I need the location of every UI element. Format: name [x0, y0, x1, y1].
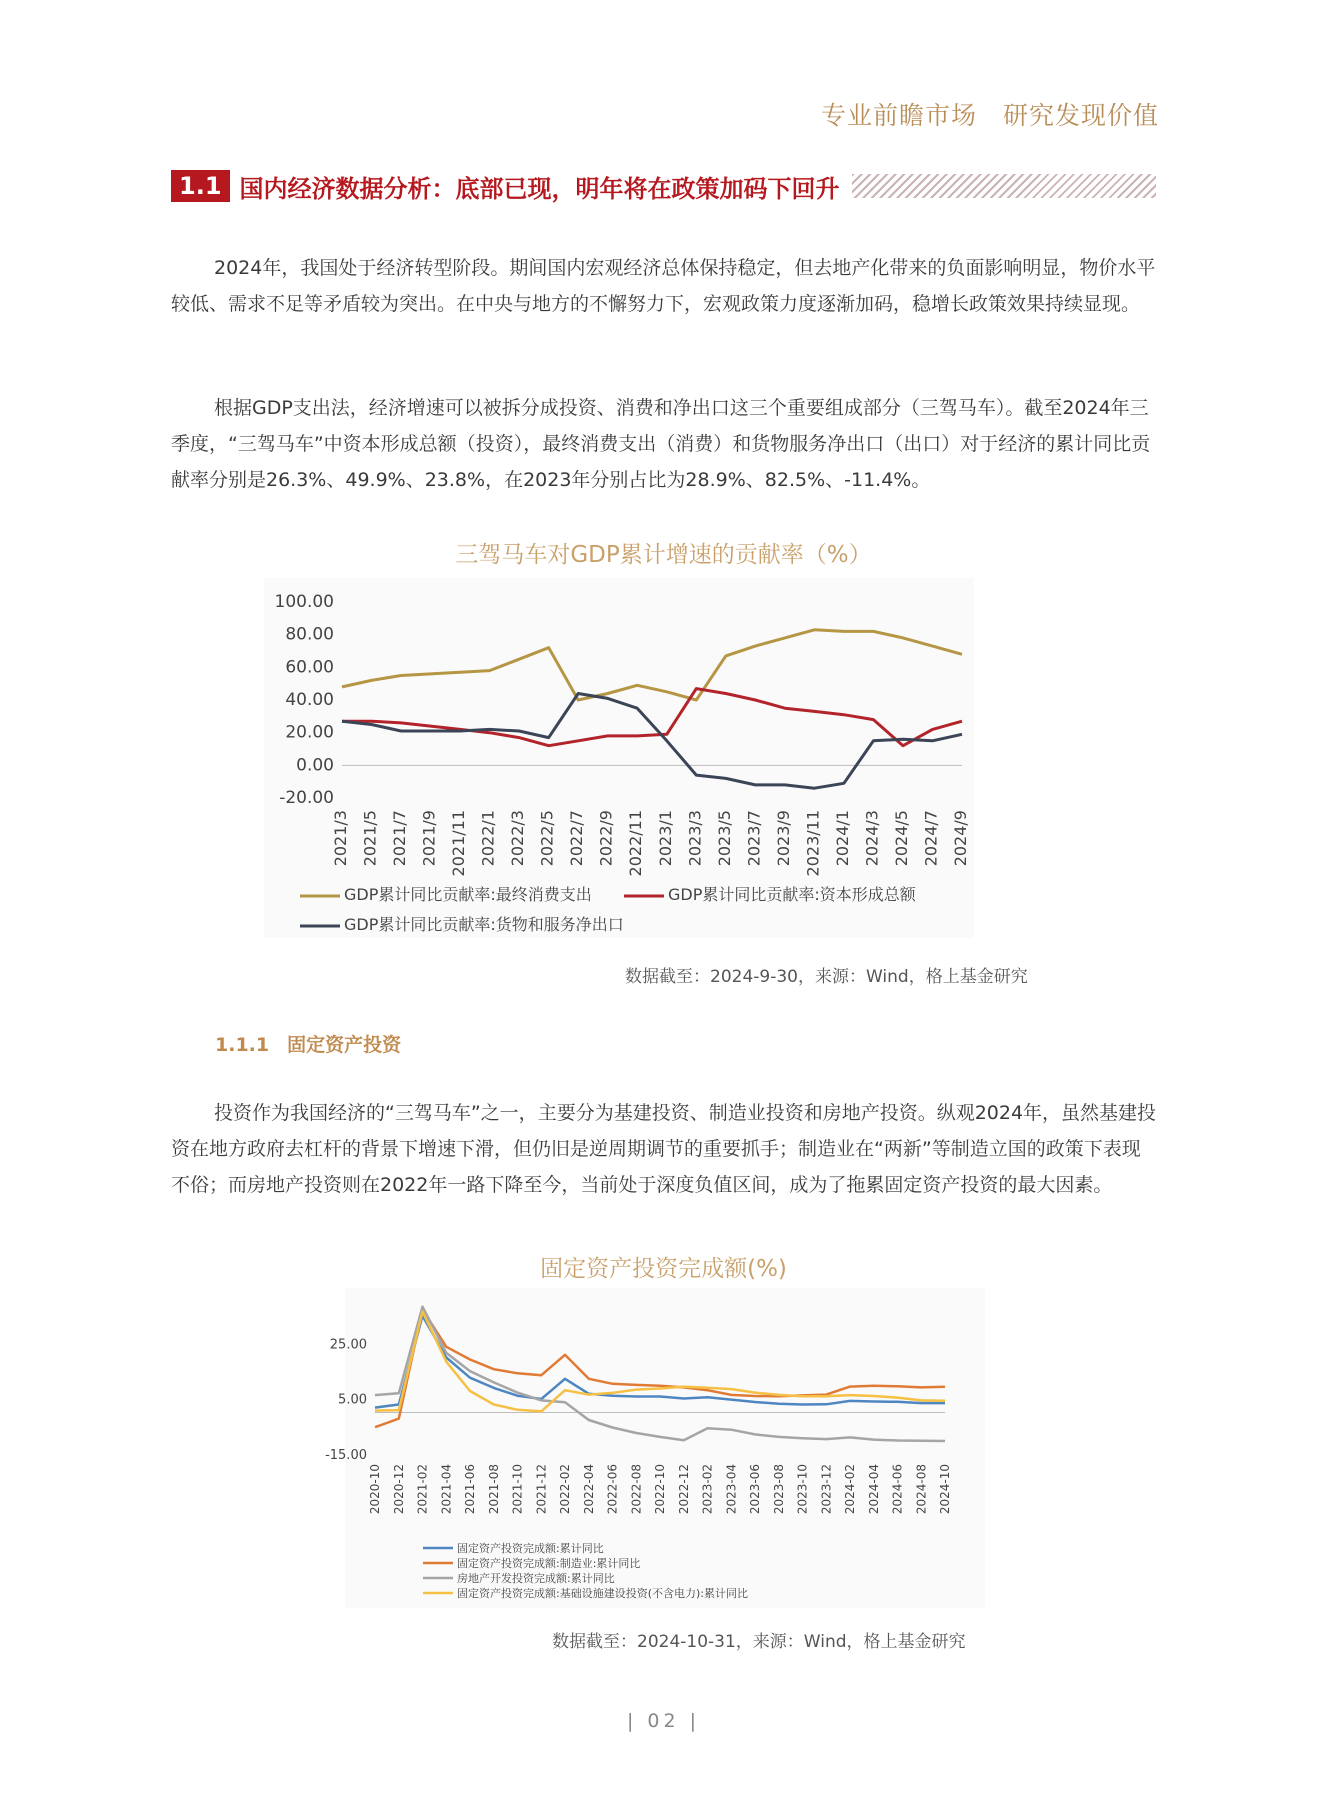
legend-label: GDP累计同比贡献率:最终消费支出 [344, 885, 592, 904]
series-line-3 [375, 1307, 945, 1441]
x-tick-label: 2021/5 [360, 810, 380, 867]
x-tick-label: 2024/7 [921, 810, 941, 867]
y-tick-label: -15.00 [325, 1448, 367, 1463]
section-hatch-decoration [852, 174, 1156, 198]
x-tick-label: 2023/7 [744, 810, 764, 867]
x-tick-label: 2021-08 [486, 1464, 501, 1515]
legend-label: 固定资产投资完成额:累计同比 [457, 1542, 604, 1555]
x-tick-label: 2024-06 [890, 1464, 905, 1515]
x-tick-label: 2022/9 [596, 810, 616, 867]
x-tick-label: 2024/5 [891, 810, 911, 867]
series-line-2 [342, 689, 962, 746]
x-tick-label: 2021-02 [415, 1464, 430, 1515]
paragraph-3: 投资作为我国经济的“三驾马车”之一，主要分为基建投资、制造业投资和房地产投资。纵观2024年，虽然基建投资在地方政府去杠杆的背景下增速下滑，但仍旧是逆周期调节的重要抓手；制造业在“两新”等制造立国的政策下表现不俗；而房地产投资则在2022年一路下降至今，当前处于深度负值区间，成为了拖累固定资产投资的最大因素。 [171, 1102, 1157, 1196]
section-title: 国内经济数据分析：底部已现，明年将在政策加码下回升 [239, 174, 840, 203]
y-tick-label: 20.00 [285, 722, 334, 743]
x-tick-label: 2021/11 [449, 810, 469, 877]
section-number: 1.1 [171, 170, 230, 202]
chart2-title: 固定资产投资完成额(%) [540, 1256, 787, 1282]
x-tick-label: 2024/9 [951, 810, 970, 867]
x-tick-label: 2023-08 [771, 1464, 786, 1515]
legend-label: 房地产开发投资完成额:累计同比 [457, 1572, 615, 1585]
y-tick-label: 40.00 [285, 690, 334, 710]
x-tick-label: 2023-02 [700, 1464, 715, 1515]
x-tick-label: 2024-04 [866, 1464, 881, 1515]
x-tick-label: 2022-02 [558, 1464, 572, 1515]
x-tick-label: 2022/11 [626, 810, 646, 877]
y-tick-label: 60.00 [285, 657, 334, 678]
x-tick-label: 2021/9 [419, 810, 439, 867]
x-tick-label: 2022/3 [508, 810, 528, 867]
x-tick-label: 2022-04 [581, 1464, 596, 1515]
x-tick-label: 2020-12 [391, 1464, 406, 1515]
x-tick-label: 2024-08 [914, 1464, 929, 1515]
chart1-svg [264, 578, 974, 938]
subsection-title: 固定资产投资 [287, 1034, 402, 1056]
section-heading [171, 169, 1156, 203]
legend-label: 固定资产投资完成额:基础设施建设投资(不含电力):累计同比 [457, 1587, 748, 1600]
legend-label: 固定资产投资完成额:制造业:累计同比 [457, 1557, 641, 1570]
y-tick-label: -20.00 [279, 788, 334, 808]
subsection-number: 1.1.1 [215, 1034, 270, 1056]
chart1-source: 数据截至：2024-9-30，来源：Wind，格上基金研究 [625, 967, 1028, 987]
x-tick-label: 2023-04 [724, 1464, 739, 1515]
chart1-title: 三驾马车对GDP累计增速的贡献率（%） [455, 542, 872, 568]
chart2-container [325, 1288, 985, 1608]
subsection-heading [215, 1030, 419, 1057]
x-tick-label: 2024-02 [843, 1464, 857, 1515]
x-tick-label: 2023/11 [803, 810, 823, 877]
x-tick-label: 2024-10 [938, 1464, 952, 1515]
x-tick-label: 2023-12 [819, 1464, 834, 1515]
chart2-svg [325, 1288, 985, 1608]
chart1-container [264, 578, 974, 938]
y-tick-label: 25.00 [329, 1337, 367, 1353]
x-tick-label: 2022-12 [676, 1464, 691, 1515]
x-tick-label: 2021-12 [534, 1464, 549, 1515]
x-tick-label: 2022/1 [478, 810, 498, 867]
x-tick-label: 2024/1 [832, 810, 852, 867]
series-line-1 [375, 1316, 945, 1408]
x-tick-label: 2021-04 [439, 1464, 454, 1515]
x-tick-label: 2021-06 [463, 1464, 477, 1515]
y-tick-label: 0.00 [296, 755, 334, 776]
x-tick-label: 2022-10 [653, 1464, 667, 1515]
x-tick-label: 2023/9 [773, 810, 793, 867]
x-tick-label: 2021/7 [390, 810, 410, 867]
y-tick-label: 100.00 [274, 592, 334, 612]
x-tick-label: 2022-08 [629, 1464, 644, 1515]
x-tick-label: 2022/7 [567, 810, 587, 867]
x-tick-label: 2023-10 [795, 1464, 810, 1515]
x-tick-label: 2021/3 [331, 810, 350, 867]
header-slogan: 专业前瞻市场 研究发现价值 [820, 101, 1159, 130]
x-tick-label: 2023/5 [714, 810, 734, 867]
x-tick-label: 2021-10 [510, 1464, 525, 1515]
chart2-source: 数据截至：2024-10-31，来源：Wind，格上基金研究 [552, 1632, 966, 1652]
y-tick-label: 80.00 [285, 624, 334, 645]
legend-label: GDP累计同比贡献率:货物和服务净出口 [344, 915, 624, 934]
series-line-1 [342, 630, 962, 700]
paragraph-1: 2024年，我国处于经济转型阶段。期间国内宏观经济总体保持稳定，但去地产化带来的负面影响明显，物价水平较低、需求不足等矛盾较为突出。在中央与地方的不懈努力下，宏观政策力度逐渐加码，稳增长政策效果持续显现。 [171, 257, 1156, 315]
legend-label: GDP累计同比贡献率:资本形成总额 [668, 885, 916, 904]
paragraph-2: 根据GDP支出法，经济增速可以被拆分成投资、消费和净出口这三个重要组成部分（三驾马车）。截至2024年三季度，“三驾马车”中资本形成总额（投资），最终消费支出（消费）和货物服务净出口（出口）对于经济的累计同比贡献率分别是26.3%、49.9%、23.8%，在2023年分别占比为28.9%、82.5%、-11.4%。 [171, 397, 1151, 491]
x-tick-label: 2023/1 [655, 810, 675, 867]
page-number: | 02 | [626, 1710, 701, 1732]
series-line-3 [342, 694, 962, 789]
x-tick-label: 2023-06 [748, 1464, 762, 1515]
x-tick-label: 2022/5 [537, 810, 557, 867]
x-tick-label: 2023/3 [685, 810, 705, 867]
x-tick-label: 2024/3 [862, 810, 882, 867]
x-tick-label: 2022-06 [605, 1464, 620, 1515]
x-tick-label: 2020-10 [368, 1464, 382, 1515]
y-tick-label: 5.00 [338, 1392, 367, 1408]
